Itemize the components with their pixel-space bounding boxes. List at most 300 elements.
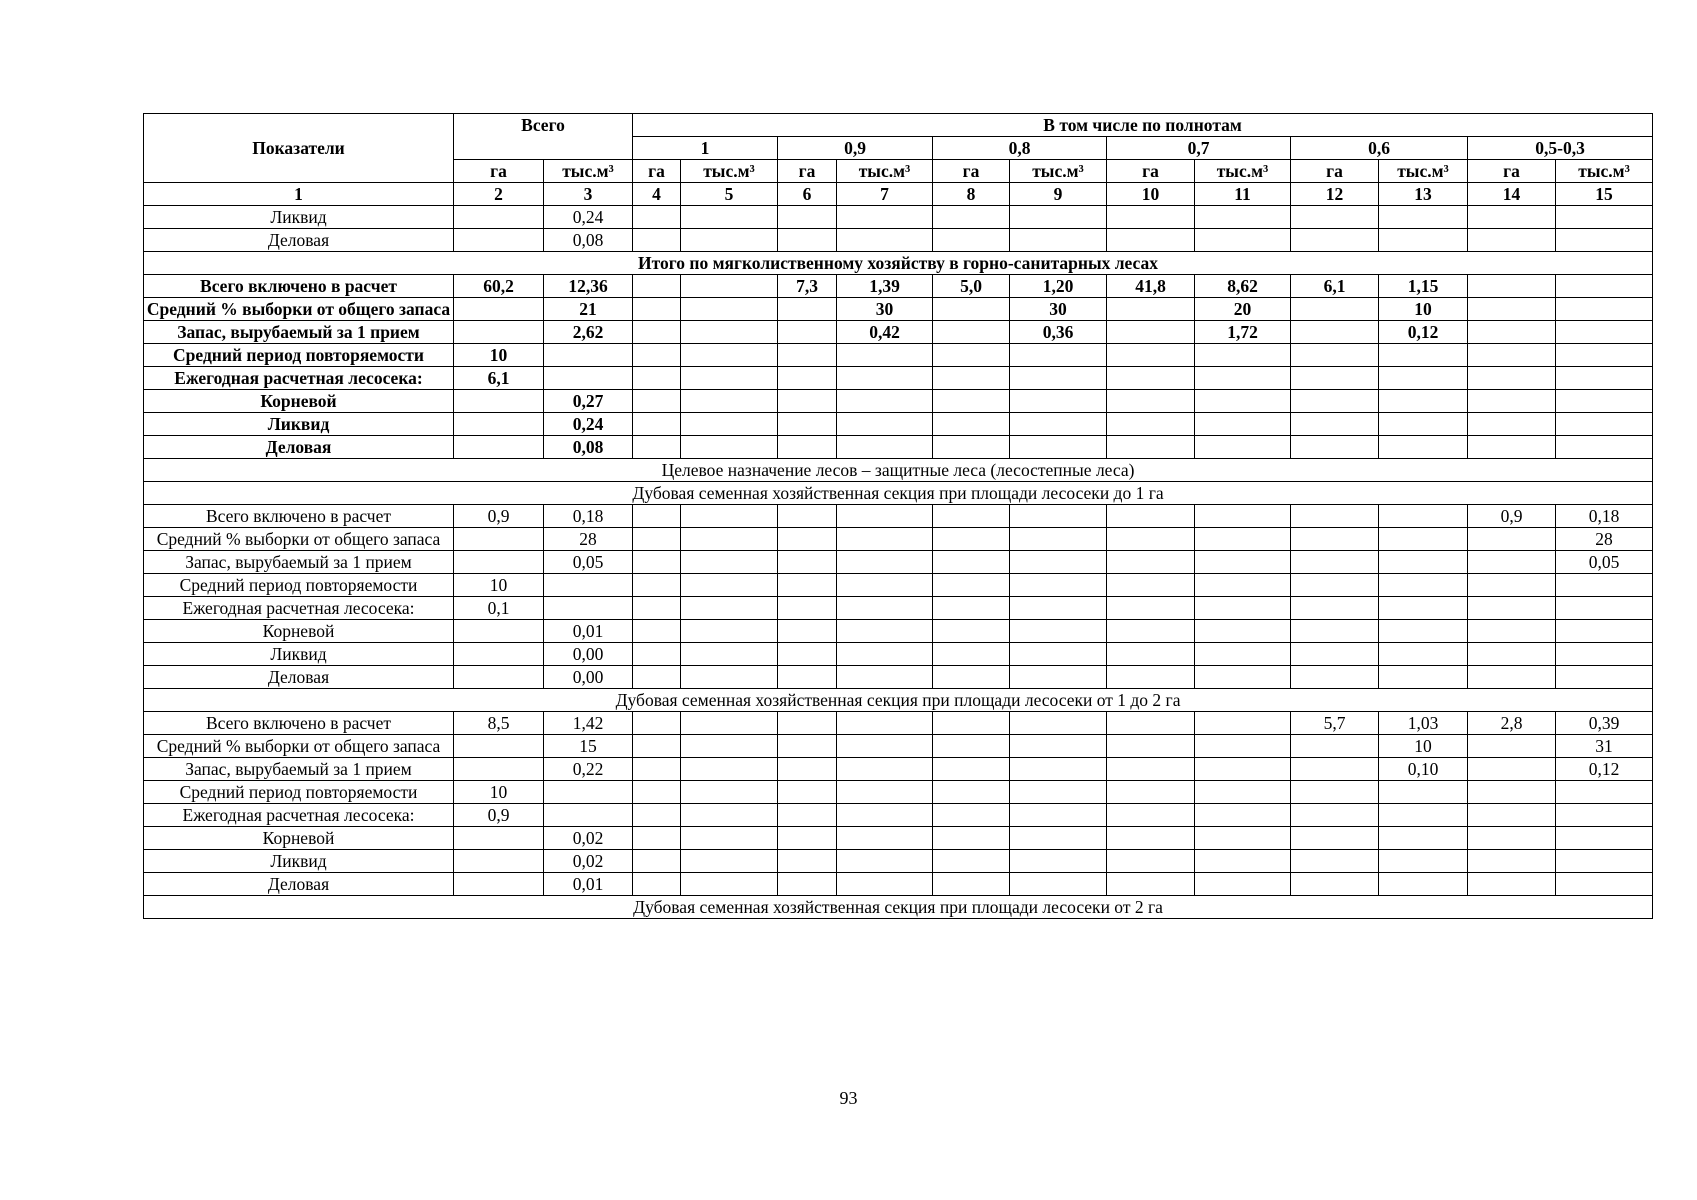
row-label: Ежегодная расчетная лесосека: bbox=[144, 804, 454, 827]
table-cell bbox=[454, 827, 544, 850]
table-cell bbox=[1195, 597, 1291, 620]
table-cell bbox=[1379, 873, 1468, 896]
table-cell bbox=[837, 873, 933, 896]
row-label: Ежегодная расчетная лесосека: bbox=[144, 367, 454, 390]
table-cell bbox=[1291, 666, 1379, 689]
header-density: 0,8 bbox=[933, 137, 1107, 160]
table-cell bbox=[778, 321, 837, 344]
table-cell bbox=[1468, 321, 1556, 344]
table-cell: 6,1 bbox=[1291, 275, 1379, 298]
table-cell bbox=[1107, 321, 1195, 344]
table-cell bbox=[1010, 827, 1107, 850]
table-cell bbox=[1468, 275, 1556, 298]
table-cell bbox=[454, 436, 544, 459]
table-cell bbox=[1379, 781, 1468, 804]
table-cell bbox=[1107, 735, 1195, 758]
table-cell bbox=[933, 735, 1010, 758]
table-cell: 28 bbox=[1556, 528, 1653, 551]
table-cell bbox=[544, 781, 633, 804]
table-cell bbox=[681, 551, 778, 574]
table-cell bbox=[544, 597, 633, 620]
table-cell bbox=[778, 367, 837, 390]
table-cell: 0,22 bbox=[544, 758, 633, 781]
table-row bbox=[144, 321, 1653, 344]
column-number: 14 bbox=[1468, 183, 1556, 206]
table-cell bbox=[1195, 574, 1291, 597]
table-cell bbox=[681, 505, 778, 528]
table-cell bbox=[1107, 206, 1195, 229]
row-label: Средний % выборки от общего запаса bbox=[144, 298, 454, 321]
table-cell bbox=[933, 436, 1010, 459]
table-row bbox=[144, 735, 1653, 758]
header-density: 0,9 bbox=[778, 137, 933, 160]
table-cell: 10 bbox=[454, 781, 544, 804]
table-cell: 0,10 bbox=[1379, 758, 1468, 781]
column-number: 2 bbox=[454, 183, 544, 206]
table-cell bbox=[1556, 597, 1653, 620]
table-cell bbox=[633, 344, 681, 367]
table-cell bbox=[778, 781, 837, 804]
row-label: Всего включено в расчет bbox=[144, 275, 454, 298]
table-row bbox=[144, 781, 1653, 804]
table-cell bbox=[933, 850, 1010, 873]
table-cell bbox=[778, 597, 837, 620]
table-cell bbox=[1010, 574, 1107, 597]
table-cell bbox=[454, 229, 544, 252]
table-cell bbox=[933, 505, 1010, 528]
table-cell bbox=[633, 597, 681, 620]
table-cell bbox=[1379, 620, 1468, 643]
table-cell: 1,72 bbox=[1195, 321, 1291, 344]
table-cell bbox=[1556, 850, 1653, 873]
header-indicators: Показатели bbox=[144, 114, 454, 183]
table-cell bbox=[1010, 620, 1107, 643]
table-cell bbox=[1291, 574, 1379, 597]
table-cell: 5,0 bbox=[933, 275, 1010, 298]
table-cell bbox=[1107, 827, 1195, 850]
table-cell bbox=[837, 367, 933, 390]
table-cell bbox=[1195, 712, 1291, 735]
table-cell bbox=[837, 643, 933, 666]
column-number: 9 bbox=[1010, 183, 1107, 206]
table-cell: 0,9 bbox=[454, 505, 544, 528]
column-number: 1 bbox=[144, 183, 454, 206]
table-row bbox=[144, 367, 1653, 390]
table-cell bbox=[1468, 344, 1556, 367]
table-cell bbox=[1107, 597, 1195, 620]
table-cell bbox=[454, 413, 544, 436]
table-cell bbox=[1107, 873, 1195, 896]
table-cell bbox=[1468, 551, 1556, 574]
table-cell bbox=[1291, 229, 1379, 252]
header-unit-volume: тыс.м³ bbox=[837, 160, 933, 183]
table-cell bbox=[1107, 804, 1195, 827]
table-cell bbox=[933, 206, 1010, 229]
row-label: Средний период повторяемости bbox=[144, 781, 454, 804]
table-row bbox=[144, 643, 1653, 666]
table-cell bbox=[933, 712, 1010, 735]
table-cell: 0,9 bbox=[1468, 505, 1556, 528]
table-cell bbox=[837, 344, 933, 367]
table-cell bbox=[1107, 298, 1195, 321]
table-cell bbox=[1291, 436, 1379, 459]
row-label: Ликвид bbox=[144, 643, 454, 666]
table-cell bbox=[1010, 505, 1107, 528]
table-cell bbox=[837, 827, 933, 850]
table-cell bbox=[633, 620, 681, 643]
table-cell bbox=[681, 367, 778, 390]
table-cell bbox=[1379, 367, 1468, 390]
table-cell bbox=[837, 666, 933, 689]
table-cell bbox=[681, 206, 778, 229]
table-cell bbox=[1291, 643, 1379, 666]
row-label: Деловая bbox=[144, 229, 454, 252]
table-cell: 30 bbox=[837, 298, 933, 321]
table-cell bbox=[1107, 850, 1195, 873]
table-row bbox=[144, 827, 1653, 850]
table-cell bbox=[1468, 804, 1556, 827]
table-cell bbox=[1010, 597, 1107, 620]
column-number: 5 bbox=[681, 183, 778, 206]
table-cell bbox=[778, 666, 837, 689]
table-cell bbox=[544, 804, 633, 827]
table-cell: 1,42 bbox=[544, 712, 633, 735]
table-cell bbox=[778, 712, 837, 735]
table-cell: 0,00 bbox=[544, 643, 633, 666]
table-cell bbox=[454, 321, 544, 344]
table-cell bbox=[1010, 781, 1107, 804]
table-cell: 5,7 bbox=[1291, 712, 1379, 735]
table-cell bbox=[633, 781, 681, 804]
table-cell bbox=[454, 758, 544, 781]
table-cell bbox=[1379, 850, 1468, 873]
column-number: 6 bbox=[778, 183, 837, 206]
table-cell bbox=[633, 827, 681, 850]
table-cell bbox=[778, 390, 837, 413]
table-cell: 60,2 bbox=[454, 275, 544, 298]
table-cell bbox=[681, 666, 778, 689]
table-cell bbox=[1556, 781, 1653, 804]
section-title: Дубовая семенная хозяйственная секция при площади лесосеки от 1 до 2 га bbox=[144, 689, 1653, 712]
table-cell bbox=[633, 804, 681, 827]
table-cell bbox=[1107, 390, 1195, 413]
table-cell bbox=[633, 551, 681, 574]
table-cell bbox=[633, 436, 681, 459]
header-unit-ha: га bbox=[454, 160, 544, 183]
table-row bbox=[144, 390, 1653, 413]
header-unit-ha: га bbox=[933, 160, 1010, 183]
column-number: 10 bbox=[1107, 183, 1195, 206]
table-cell bbox=[681, 643, 778, 666]
table-row bbox=[144, 344, 1653, 367]
table-cell bbox=[454, 298, 544, 321]
table-row bbox=[144, 666, 1653, 689]
header-density: 0,5-0,3 bbox=[1468, 137, 1653, 160]
table-cell bbox=[778, 873, 837, 896]
table-cell bbox=[633, 873, 681, 896]
table-cell bbox=[1291, 528, 1379, 551]
row-label: Ежегодная расчетная лесосека: bbox=[144, 597, 454, 620]
table-cell bbox=[633, 206, 681, 229]
table-cell bbox=[1107, 528, 1195, 551]
table-cell bbox=[633, 735, 681, 758]
column-number: 4 bbox=[633, 183, 681, 206]
table-cell: 0,12 bbox=[1556, 758, 1653, 781]
table-cell: 0,05 bbox=[544, 551, 633, 574]
table-cell bbox=[778, 505, 837, 528]
table-cell bbox=[1010, 206, 1107, 229]
table-row bbox=[144, 298, 1653, 321]
table-cell: 2,8 bbox=[1468, 712, 1556, 735]
row-label: Запас, вырубаемый за 1 прием bbox=[144, 321, 454, 344]
table-cell bbox=[1195, 436, 1291, 459]
table-cell bbox=[1468, 643, 1556, 666]
table-cell bbox=[1468, 436, 1556, 459]
header-unit-volume: тыс.м³ bbox=[1379, 160, 1468, 183]
table-cell bbox=[1107, 643, 1195, 666]
table-cell: 0,39 bbox=[1556, 712, 1653, 735]
table-cell bbox=[933, 827, 1010, 850]
table-row bbox=[144, 436, 1653, 459]
table-cell: 0,08 bbox=[544, 229, 633, 252]
header-unit-ha: га bbox=[778, 160, 837, 183]
row-label: Ликвид bbox=[144, 206, 454, 229]
table-cell bbox=[1468, 298, 1556, 321]
table-cell bbox=[1010, 344, 1107, 367]
table-cell bbox=[1556, 873, 1653, 896]
header-unit-volume: тыс.м³ bbox=[1556, 160, 1653, 183]
table-cell: 0,00 bbox=[544, 666, 633, 689]
table-cell: 20 bbox=[1195, 298, 1291, 321]
table-cell bbox=[1195, 367, 1291, 390]
table-cell: 0,18 bbox=[544, 505, 633, 528]
table-cell bbox=[681, 873, 778, 896]
table-cell: 7,3 bbox=[778, 275, 837, 298]
table-cell bbox=[778, 620, 837, 643]
table-cell bbox=[1379, 597, 1468, 620]
table-cell bbox=[1468, 229, 1556, 252]
table-cell bbox=[633, 758, 681, 781]
table-cell bbox=[933, 781, 1010, 804]
table-cell bbox=[454, 206, 544, 229]
table-cell bbox=[544, 344, 633, 367]
table-row bbox=[144, 505, 1653, 528]
table-row bbox=[144, 850, 1653, 873]
table-cell: 0,9 bbox=[454, 804, 544, 827]
table-cell bbox=[1468, 528, 1556, 551]
table-cell bbox=[633, 367, 681, 390]
table-cell bbox=[837, 620, 933, 643]
table-cell: 10 bbox=[454, 574, 544, 597]
table-cell bbox=[1107, 712, 1195, 735]
table-cell bbox=[1010, 735, 1107, 758]
table-cell bbox=[1556, 390, 1653, 413]
table-cell bbox=[1195, 229, 1291, 252]
row-label: Средний % выборки от общего запаса bbox=[144, 528, 454, 551]
table-cell bbox=[1556, 666, 1653, 689]
table-cell bbox=[1379, 666, 1468, 689]
table-row bbox=[144, 873, 1653, 896]
table-cell bbox=[1291, 344, 1379, 367]
table-cell bbox=[454, 390, 544, 413]
table-cell bbox=[1468, 367, 1556, 390]
table-cell bbox=[1379, 390, 1468, 413]
table-cell bbox=[1195, 758, 1291, 781]
table-cell bbox=[1010, 758, 1107, 781]
table-cell: 0,27 bbox=[544, 390, 633, 413]
table-cell bbox=[933, 367, 1010, 390]
header-density: 0,6 bbox=[1291, 137, 1468, 160]
table-cell bbox=[1107, 413, 1195, 436]
table-cell bbox=[1468, 620, 1556, 643]
table-cell bbox=[1556, 413, 1653, 436]
table-cell bbox=[633, 229, 681, 252]
row-label: Запас, вырубаемый за 1 прием bbox=[144, 551, 454, 574]
table-cell bbox=[1010, 712, 1107, 735]
table-cell bbox=[933, 620, 1010, 643]
table-row bbox=[144, 597, 1653, 620]
header-unit-ha: га bbox=[1468, 160, 1556, 183]
table-cell bbox=[633, 574, 681, 597]
table-cell bbox=[778, 229, 837, 252]
table-cell bbox=[1468, 413, 1556, 436]
table-cell bbox=[778, 551, 837, 574]
table-cell: 12,36 bbox=[544, 275, 633, 298]
table-cell bbox=[778, 344, 837, 367]
table-cell bbox=[1010, 367, 1107, 390]
table-cell bbox=[681, 758, 778, 781]
table-cell bbox=[1291, 620, 1379, 643]
table-cell bbox=[1195, 666, 1291, 689]
table-cell: 8,5 bbox=[454, 712, 544, 735]
table-cell bbox=[837, 551, 933, 574]
table-header bbox=[144, 114, 1653, 206]
table-cell bbox=[1291, 758, 1379, 781]
row-label: Корневой bbox=[144, 620, 454, 643]
table-row bbox=[144, 413, 1653, 436]
table-row bbox=[144, 758, 1653, 781]
table-cell bbox=[633, 666, 681, 689]
table-cell bbox=[633, 643, 681, 666]
table-cell: 1,15 bbox=[1379, 275, 1468, 298]
table-cell bbox=[1195, 850, 1291, 873]
table-cell bbox=[1468, 735, 1556, 758]
table-cell bbox=[1107, 505, 1195, 528]
section-row bbox=[144, 252, 1653, 275]
table-cell bbox=[681, 712, 778, 735]
table-cell bbox=[681, 804, 778, 827]
table-cell bbox=[778, 850, 837, 873]
table-cell: 30 bbox=[1010, 298, 1107, 321]
row-label: Корневой bbox=[144, 390, 454, 413]
row-label: Средний % выборки от общего запаса bbox=[144, 735, 454, 758]
table-cell bbox=[633, 298, 681, 321]
table-row bbox=[144, 620, 1653, 643]
table-cell bbox=[933, 528, 1010, 551]
table-cell bbox=[1379, 528, 1468, 551]
table-cell bbox=[1107, 344, 1195, 367]
table-cell: 31 bbox=[1556, 735, 1653, 758]
table-cell bbox=[1379, 827, 1468, 850]
column-number: 3 bbox=[544, 183, 633, 206]
table-cell bbox=[933, 873, 1010, 896]
table-cell bbox=[1379, 436, 1468, 459]
table-cell bbox=[837, 528, 933, 551]
table-cell bbox=[1010, 413, 1107, 436]
table-cell bbox=[933, 666, 1010, 689]
header-unit-ha: га bbox=[1291, 160, 1379, 183]
table-cell: 0,42 bbox=[837, 321, 933, 344]
table-cell: 0,12 bbox=[1379, 321, 1468, 344]
table-cell bbox=[1291, 551, 1379, 574]
table-cell bbox=[1379, 229, 1468, 252]
header-unit-volume: тыс.м³ bbox=[1195, 160, 1291, 183]
section-row bbox=[144, 896, 1653, 919]
table-cell bbox=[1468, 574, 1556, 597]
row-label: Деловая bbox=[144, 666, 454, 689]
table-cell bbox=[837, 505, 933, 528]
table-cell bbox=[681, 275, 778, 298]
table-cell bbox=[1556, 229, 1653, 252]
section-title: Дубовая семенная хозяйственная секция при площади лесосеки до 1 га bbox=[144, 482, 1653, 505]
table-cell bbox=[1107, 551, 1195, 574]
header-density: 1 bbox=[633, 137, 778, 160]
table-cell: 0,01 bbox=[544, 620, 633, 643]
table-cell bbox=[1195, 735, 1291, 758]
table-cell bbox=[1379, 413, 1468, 436]
table-row bbox=[144, 551, 1653, 574]
header-unit-volume: тыс.м³ bbox=[1010, 160, 1107, 183]
table-cell: 0,36 bbox=[1010, 321, 1107, 344]
table-cell bbox=[681, 413, 778, 436]
row-label: Всего включено в расчет bbox=[144, 505, 454, 528]
header-unit-volume: тыс.м³ bbox=[681, 160, 778, 183]
table-cell bbox=[1468, 827, 1556, 850]
table-cell bbox=[837, 436, 933, 459]
table-cell bbox=[1107, 436, 1195, 459]
table-cell bbox=[681, 344, 778, 367]
table-cell bbox=[778, 643, 837, 666]
table-cell bbox=[1291, 850, 1379, 873]
table-cell bbox=[1379, 804, 1468, 827]
table-cell: 21 bbox=[544, 298, 633, 321]
section-title: Целевое назначение лесов – защитные леса (лесостепные леса) bbox=[144, 459, 1653, 482]
table-cell bbox=[837, 229, 933, 252]
table-cell bbox=[1010, 804, 1107, 827]
table-cell bbox=[778, 827, 837, 850]
table-cell bbox=[1107, 574, 1195, 597]
row-label: Всего включено в расчет bbox=[144, 712, 454, 735]
table-cell bbox=[1195, 551, 1291, 574]
table-cell bbox=[933, 551, 1010, 574]
table-cell bbox=[681, 781, 778, 804]
table-cell bbox=[1468, 781, 1556, 804]
table-cell bbox=[1010, 528, 1107, 551]
column-number: 12 bbox=[1291, 183, 1379, 206]
table-cell bbox=[454, 620, 544, 643]
table-cell bbox=[1556, 827, 1653, 850]
table-cell bbox=[933, 643, 1010, 666]
header-unit-ha: га bbox=[633, 160, 681, 183]
table-cell: 6,1 bbox=[454, 367, 544, 390]
table-cell: 0,24 bbox=[544, 413, 633, 436]
table-cell bbox=[454, 666, 544, 689]
table-cell bbox=[933, 758, 1010, 781]
table-cell bbox=[933, 344, 1010, 367]
table-cell bbox=[1010, 873, 1107, 896]
table-cell bbox=[837, 712, 933, 735]
table-cell: 15 bbox=[544, 735, 633, 758]
